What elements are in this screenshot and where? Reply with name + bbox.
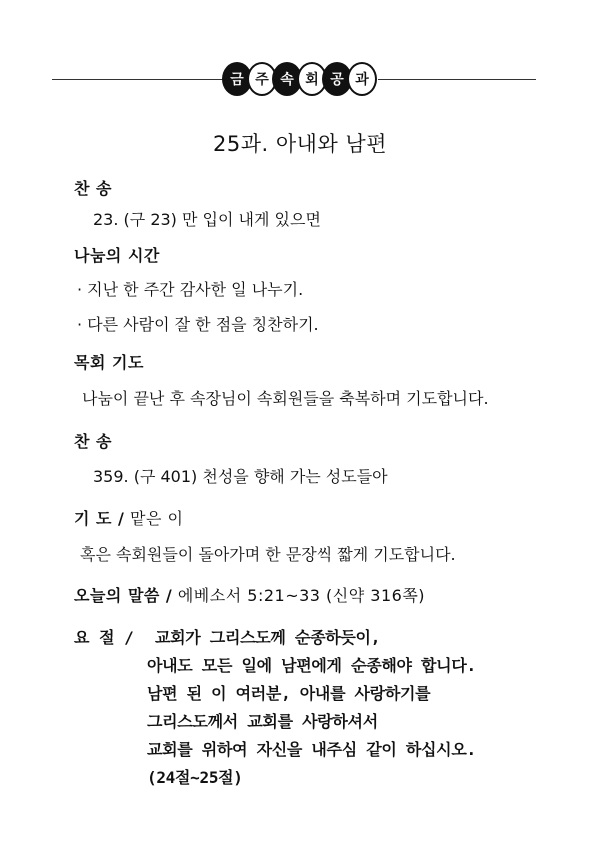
- logo-char-4: 회: [297, 62, 327, 96]
- pastoral-prayer-line: 나눔이 끝난 후 속장님이 속회원들을 축복하며 기도합니다.: [82, 389, 489, 408]
- prayer-line: 혹은 속회원들이 돌아가며 한 문장씩 짧게 기도합니다.: [80, 545, 456, 564]
- logo-char-3: 속: [272, 62, 302, 96]
- word-heading-sub: 에베소서 5:21~33 (신약 316쪽): [172, 586, 426, 605]
- header-rule-right: [378, 79, 536, 80]
- logo-char-1: 금: [222, 62, 252, 96]
- logo-char-5: 공: [322, 62, 352, 96]
- prayer-heading-sub: 맡은 이: [124, 509, 184, 528]
- header-rule-left: [52, 79, 224, 80]
- lesson-title: 25과. 아내와 남편: [213, 132, 387, 156]
- word-heading: [74, 583, 425, 606]
- hymn2-heading: 찬 송: [74, 432, 112, 451]
- summary-line-3: 남편 된 이 여러분, 아내를 사랑하기를: [147, 684, 431, 703]
- hymn2-line: 359. (구 401) 천성을 향해 가는 성도들아: [93, 467, 388, 486]
- prayer-heading: [74, 506, 183, 529]
- hymn1-line: 23. (구 23) 만 입이 내게 있으면: [93, 210, 321, 229]
- summary-line-5: 교회를 위하여 자신을 내주심 같이 하십시오.: [147, 740, 476, 759]
- summary-line-6: (24절~25절): [147, 768, 243, 787]
- hymn1-heading: 찬 송: [74, 179, 112, 198]
- sharing-item-1: · 지난 한 주간 감사한 일 나누기.: [77, 280, 304, 299]
- summary-line-2: 아내도 모든 일에 남편에게 순종해야 합니다.: [147, 656, 476, 675]
- logo-char-6: 과: [347, 62, 377, 96]
- logo-char-2: 주: [247, 62, 277, 96]
- summary-line-1: 교회가 그리스도께 순종하듯이,: [155, 628, 381, 647]
- prayer-heading-label: 기 도 /: [74, 509, 125, 528]
- sharing-item-2: · 다른 사람이 잘 한 점을 칭찬하기.: [77, 315, 319, 334]
- summary-line-4: 그리스도께서 교회를 사랑하셔서: [147, 712, 378, 731]
- summary-label: 요 절 /: [74, 628, 134, 647]
- word-heading-label: 오늘의 말씀 /: [74, 586, 173, 605]
- sharing-heading: 나눔의 시간: [74, 246, 160, 265]
- pastoral-prayer-heading: 목회 기도: [74, 353, 144, 372]
- header-logo: [222, 56, 380, 102]
